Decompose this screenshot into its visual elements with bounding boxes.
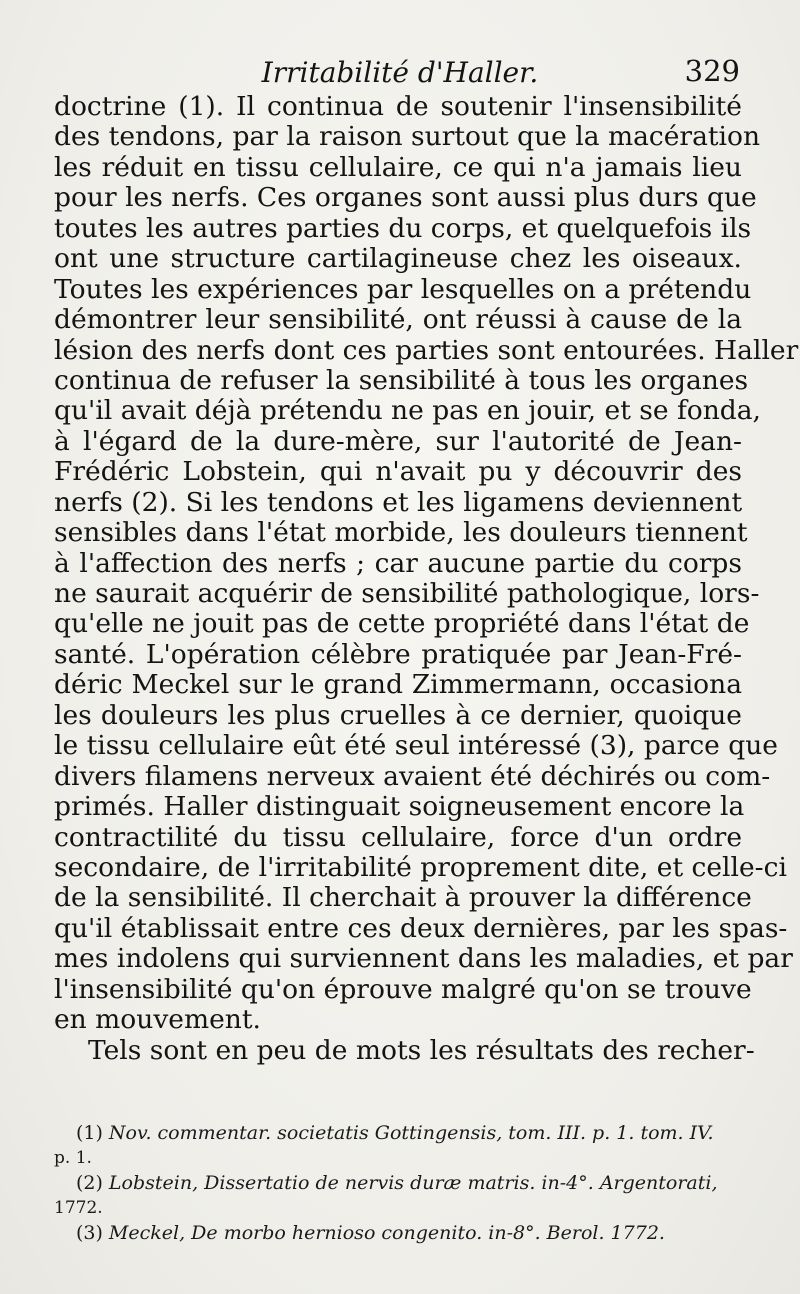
text-line: pour les nerfs. Ces organes sont aussi plus durs que <box>54 182 757 214</box>
footnote-1: (1) Nov. commentar. societatis Gottingensis, tom. III. p. 1. tom. IV. <box>76 1122 714 1144</box>
text-line: l'insensibilité qu'on éprouve malgré qu'on se trouve <box>54 973 752 1005</box>
text-line: qu'elle ne jouit pas de cette propriété dans l'état de <box>54 608 750 640</box>
text-line: en mouvement. <box>54 1004 261 1036</box>
footnote-2-continuation: 1772. <box>54 1198 103 1218</box>
text-line: ont une structure cartilagineuse chez les oiseaux. <box>54 243 742 275</box>
text-line: toutes les autres parties du corps, et quelquefois ils <box>54 212 752 244</box>
text-line: lésion des nerfs dont ces parties sont entourées. Haller <box>54 334 799 366</box>
text-line: nerfs (2). Si les tendons et les ligamens deviennent <box>54 486 743 518</box>
page-header <box>60 52 740 92</box>
text-line: de la sensibilité. Il cherchait à prouver la différence <box>54 882 752 914</box>
text-line: à l'égard de la dure-mère, sur l'autorité de Jean- <box>54 425 742 457</box>
footnote-1-continuation: p. 1. <box>54 1148 92 1168</box>
text-line: sensibles dans l'état morbide, les douleurs tiennent <box>54 517 748 549</box>
text-line: le tissu cellulaire eût été seul intéressé (3), parce que <box>54 730 778 762</box>
text-line: primés. Haller distinguait soigneusement encore la <box>54 791 745 823</box>
text-line: secondaire, de l'irritabilité proprement dite, et celle-ci <box>54 851 787 883</box>
footnotes <box>54 1120 754 1246</box>
text-line: Toutes les expériences par lesquelles on a prétendu <box>54 273 752 305</box>
text-line: divers filamens nerveux avaient été déchirés ou com- <box>54 760 771 792</box>
text-line: contractilité du tissu cellulaire, force d'un ordre <box>54 821 742 853</box>
running-title: Irritabilité d'Haller. <box>261 56 539 89</box>
text-line: des tendons, par la raison surtout que la macération <box>54 121 761 153</box>
text-line: les douleurs les plus cruelles à ce dernier, quoique <box>54 699 742 731</box>
text-line: à l'affection des nerfs ; car aucune partie du corps <box>54 547 742 579</box>
text-line: les réduit en tissu cellulaire, ce qui n'a jamais lieu <box>54 151 742 183</box>
text-line: santé. L'opération célèbre pratiquée par Jean-Fré- <box>54 638 742 670</box>
text-line: doctrine (1). Il continua de soutenir l'insensibilité <box>54 91 742 122</box>
footnote-3: (3) Meckel, De morbo hernioso congenito. in-8°. Berol. 1772. <box>76 1222 665 1244</box>
body-text <box>54 91 799 1066</box>
text-line: ne saurait acquérir de sensibilité pathologique, lors- <box>54 578 760 609</box>
text-line: Frédéric Lobstein, qui n'avait pu y découvrir des <box>54 456 742 488</box>
text-line: démontrer leur sensibilité, ont réussi à cause de la <box>54 304 742 336</box>
text-line: continua de refuser la sensibilité à tous les organes <box>54 364 749 396</box>
text-line: mes indolens qui surviennent dans les maladies, et par <box>54 943 793 975</box>
text-line: qu'il établissait entre ces deux dernières, par les spas- <box>54 912 788 944</box>
footnote-2: (2) Lobstein, Dissertatio de nervis duræ matris. in-4°. Argentorati, <box>76 1172 718 1194</box>
text-line: Tels sont en peu de mots les résultats des recher- <box>88 1034 755 1066</box>
text-line: qu'il avait déjà prétendu ne pas en jouir, et se fonda, <box>54 395 761 427</box>
page-number: 329 <box>684 54 740 88</box>
text-line: déric Meckel sur le grand Zimmermann, occasiona <box>54 669 742 701</box>
